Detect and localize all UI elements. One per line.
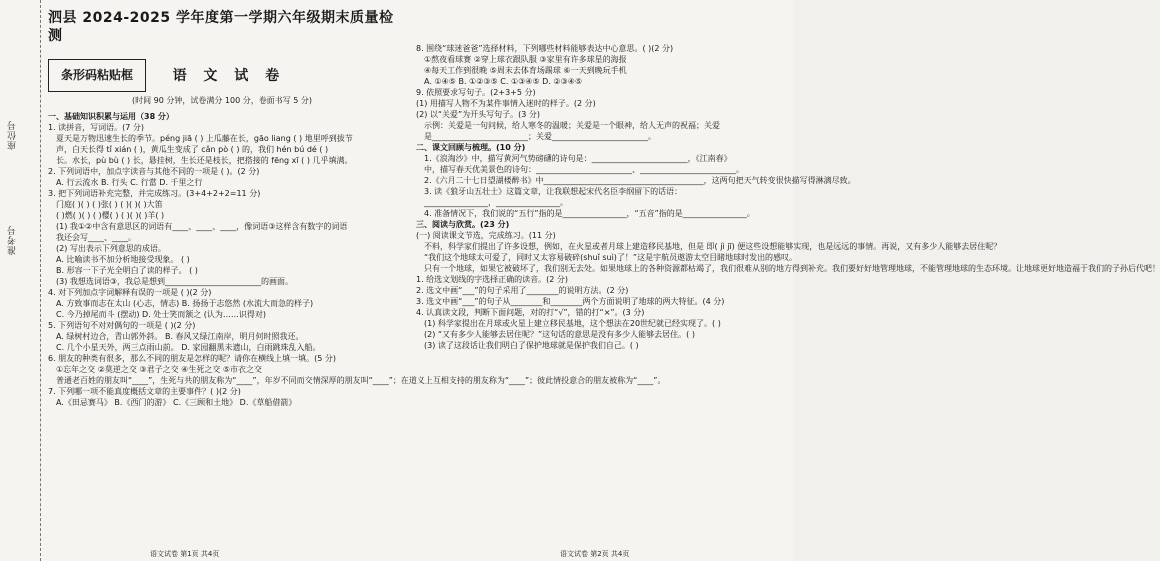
left-line: 4. 对下列加点字词解释有误的一项是 ( )(2 分)	[48, 288, 212, 297]
left-line: 7. 下列哪一项不能真度概括文章的主要事件？( )(2 分)	[48, 387, 241, 396]
left-line: B. 形容一下子光全明白了读的样子。 ( )	[56, 266, 198, 275]
right-line: 不料，科学家们提出了许多设想，例如，在火星或者月球上建造移民基地，但是 即( jì jī) 便这些设想能够实现，也是远远的事情。再说，又有多少人能够去居住呢？	[424, 242, 1002, 251]
right-line: 是________________________；关爱________________________。	[424, 132, 656, 141]
right-line: 1. 给选文划线的字选择正确的读音。(2 分)	[416, 275, 569, 284]
left-line: 门庭( )( ) ( )张( ) ( )( )( )大笛	[56, 200, 163, 209]
binding-gutter	[0, 0, 41, 561]
left-line: (3) 我想选词语③，我总是想到________________________的画面。	[56, 277, 294, 286]
right-line: 3. 选文中画“___”的句子从________和________两个方面说明了地球的两大特征。(4 分)	[416, 297, 725, 306]
left-line: 我还会写____、____。	[56, 233, 136, 242]
left-line: ①忘年之交 ②莫逆之交 ③君子之交 ④生死之交 ⑤市衣之交	[56, 365, 263, 374]
right-line: “我们这个地球太可爱了，同时又太容易破碎(shuǐ suì)了！”这是宇航员遨游太空目睹地球时发出的感叹。	[424, 253, 798, 262]
right-line: 只有一个地球，如果它被破坏了，我们别无去处。如果地球上的各种资源都枯竭了，我们很难从别的地方得到补充。我们要好好地管理地球，不能管理地球的生态环境。让地球更好地造福于我们的子孙后代吧！	[424, 264, 1160, 273]
left-line: 1. 读拼音，写词语。(7 分)	[48, 123, 145, 132]
left-line: A. 绿树村边合，青山郭外斜。 B. 春风又绿江南岸，明月何时照我还。	[56, 332, 304, 341]
left-line: A. 行云流水 B. 行头 C. 行當 D. 千里之行	[56, 178, 203, 187]
right-line: ________________，________________。	[424, 198, 568, 207]
right-line: 8. 围绕“球迷爸爸”选择材料，下列哪些材料能够表达中心意思。( )(2 分)	[416, 44, 674, 53]
left-line: 5. 下列语句不对对偶句的一项是 ( )(2 分)	[48, 321, 196, 330]
right-line: A. ①④⑤ B. ①②③⑤ C. ①③④⑤ D. ②③④⑤	[424, 77, 583, 86]
right-line: 9. 依照要求写句子。(2+3+5 分)	[416, 88, 536, 97]
left-line: 一、基础知识积累与运用（38 分）	[48, 112, 174, 121]
page-footer-right: 语文试卷 第2页 共4页	[560, 550, 630, 558]
right-line: (1) 科学家提出在月球或火星上建立移民基地，这个想法在20世纪就已经实现了。( )	[424, 319, 721, 328]
right-line: 4. 准备情况下，我们说的“五行”指的是________________，“五音”指的是________________。	[424, 209, 755, 218]
right-line: 二、课文回顾与梳理。(10 分)	[416, 143, 526, 152]
left-line: A. 方致事而志在太山 (心志，情志) B. 扬扬于志悠然 (水流大而急的样子)	[56, 299, 314, 308]
left-line: (2) 写出表示下列意思的成语。	[56, 244, 166, 253]
left-line: 夏天是万物迅速生长的季节。péng jiā ( ) 上瓜藤在长，gāo liang ( ) 地里呼到拔节	[56, 134, 353, 143]
exam-meta: (时间 90 分钟，试卷满分 100 分，卷面书写 5 分)	[131, 96, 313, 105]
right-column	[416, 0, 1160, 352]
subject-title: 语 文 试 卷	[172, 67, 286, 84]
right-line: (2) “又有多少人能够去居住呢？”这句话的意思是没有多少人能够去居住。( )	[424, 330, 695, 339]
right-questions	[416, 44, 1160, 351]
right-line: 3. 读《狼牙山五壮士》这篇文章，让我联想起宋代名臣李纲留下的话语：	[424, 187, 683, 196]
left-line: ( )燃( )( ) ( )樱( ) ( )( )( )羊( )	[56, 211, 165, 220]
right-line: (3) 读了这段话让我们明白了保护地球就是保护我们自己。( )	[424, 341, 639, 350]
left-line: C. 几个小星天外，两三点雨山前。 D. 家园翻黑未遗山，白雨跳珠乱入船。	[56, 343, 321, 352]
right-line: ①熬夜看球赛 ②穿上球衣跟队服 ③家里有许多球星的海报	[424, 55, 627, 64]
left-line: 6. 朋友的种类有很多，那么不同的朋友是怎样的呢？请你在横线上填一填。(5 分)	[48, 354, 337, 363]
right-line: 2.《六月二十七日望湖楼醉书》中________________________________________，这两句把天气转变很快描写得淋漓尽致。	[424, 176, 856, 185]
right-line: (一) 阅读课文节选，完成练习。(11 分)	[416, 231, 556, 240]
right-line: 示例：关爱是一句问候，给人寒冬的温暖；关爱是一个眼神，给人无声的祝福；关爱	[424, 121, 720, 130]
left-line: 长。水长，pù bù ( ) 长，悬挂树，生长还是枝长，把搭接的 fēng xī ( ) 几乎填满。	[56, 156, 353, 165]
right-line: (1) 用描写人物不为某件事情入迷时的样子。(2 分)	[416, 99, 596, 108]
page-footer-left: 语文试卷 第1页 共4页	[150, 550, 220, 558]
left-line: 2. 下列词语中，加点字读音与其他不同的一项是 ( )。(2 分)	[48, 167, 260, 176]
right-line: 1.《浪淘沙》中，描写黄河气势磅礴的诗句是：________________________，《江南春》	[424, 154, 732, 163]
right-line: 4. 认真读文段，判断下面问题，对的打“√”，错的打“×”。(3 分)	[416, 308, 645, 317]
left-line: (1) 我①②中含有意思区的词语有____、____、____，像词语③这样含有数字的词语	[56, 222, 348, 231]
barcode-box: 条形码粘贴框	[48, 59, 146, 92]
seat-label: 座位号	[8, 120, 18, 150]
left-line: 普通老百姓的朋友叫“____”，生死与共的朋友称为“____”，年岁不同而交情深厚的朋友叫“____”；在道义上互相支持的朋友称为“____”；彼此情投意合的朋友被称为“____”。	[56, 376, 666, 385]
right-line: (2) 以“关爱”为开头写句子。(3 分)	[416, 110, 541, 119]
right-line: 2. 选文中画“___”的句子采用了________的说明方法。(2 分)	[416, 286, 629, 295]
left-line: C. 今乃掉尾而斗 (摆动) D. 处士笑而颔之 (认为……识得对)	[56, 310, 267, 319]
right-line: 三、阅读与欣赏。(23 分)	[416, 220, 510, 229]
left-line: 3. 把下列词语补充完整，并完成练习。(3+4+2+2=11 分)	[48, 189, 261, 198]
exam-number-label: 准考号	[8, 225, 18, 255]
left-line: A.《田忌赛马》 B.《西门的游》 C.《三顾和土地》 D.《草船借箭》	[56, 398, 297, 407]
right-line: ④每天工作到很晚 ⑤周末去体育场踢球 ⑥一天到晚玩手机	[424, 66, 627, 75]
left-line: A. 比喻读书不加分析地接受现象。 ( )	[56, 255, 190, 264]
exam-title: 泗县 2024-2025 学年度第一学期六年级期末质量检测	[48, 10, 394, 44]
left-line: 声，白天长得 tǐ xián ( )，黄瓜生变成了 cǎn pò ( ) 的，我们 hén bú dé ( )	[56, 145, 329, 154]
right-line: 中，描写春天优美景色的诗句：________________________、________________________。	[424, 165, 744, 174]
